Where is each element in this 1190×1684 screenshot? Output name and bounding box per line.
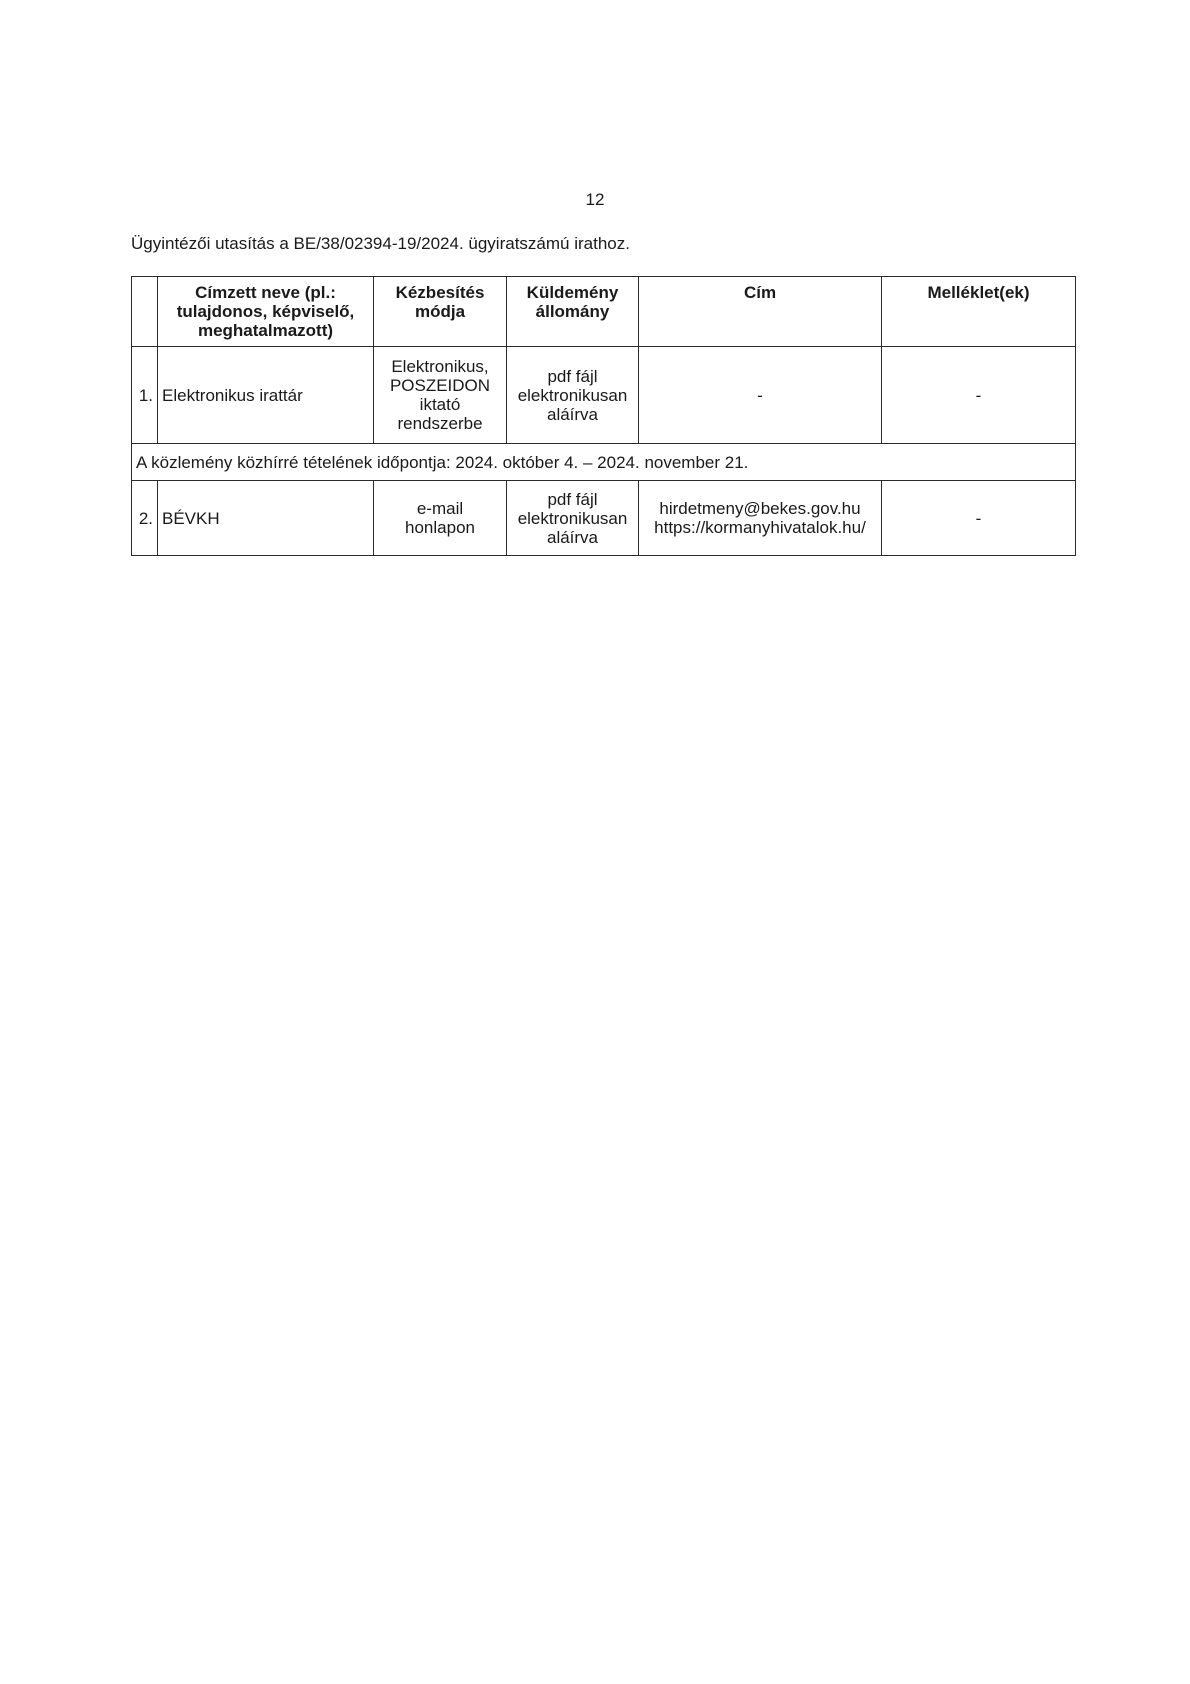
table-row	[132, 347, 1076, 444]
address	[639, 481, 882, 556]
delivery-line: honlapon	[405, 518, 475, 537]
email-address: hirdetmeny@bekes.gov.hu	[659, 499, 861, 518]
delivery-line: Elektronikus,	[391, 357, 489, 376]
attachment: -	[882, 347, 1076, 444]
delivery-line: rendszerbe	[397, 414, 483, 433]
shipment-type	[507, 347, 639, 444]
row-number: 1.	[132, 347, 158, 444]
delivery-line: iktató	[419, 395, 461, 414]
shipment-line: pdf fájl	[547, 489, 598, 509]
shipment-line: pdf fájl	[547, 366, 598, 386]
recipient-name: Elektronikus irattár	[158, 347, 374, 444]
row-number: 2.	[132, 481, 158, 556]
column-header-attachment: Melléklet(ek)	[882, 277, 1076, 347]
delivery-line: POSZEIDON	[389, 376, 491, 395]
shipment-line: aláírva	[546, 527, 599, 547]
column-header-number	[132, 277, 158, 347]
shipment-line: aláírva	[546, 404, 599, 424]
publication-period-notice: A közlemény közhírré tételének időpontja: 2024. október 4. – 2024. november 21.	[132, 444, 1076, 481]
column-header-recipient: Címzett neve (pl.: tulajdonos, képviselő, meghatalmazott)	[158, 277, 374, 347]
attachment: -	[882, 481, 1076, 556]
address: -	[639, 347, 882, 444]
delivery-method	[374, 347, 507, 444]
recipient-name: BÉVKH	[158, 481, 374, 556]
shipment-line: elektronikusan	[517, 385, 628, 405]
column-header-shipment: Küldemény állomány	[507, 277, 639, 347]
delivery-method	[374, 481, 507, 556]
notice-row	[132, 444, 1076, 481]
page-number: 12	[585, 190, 605, 209]
shipment-line: elektronikusan	[517, 508, 628, 528]
recipients-table	[131, 276, 1076, 556]
table-header-row	[132, 277, 1076, 347]
instruction-line: Ügyintézői utasítás a BE/38/02394-19/2024. ügyiratszámú irathoz.	[131, 234, 630, 253]
shipment-type	[507, 481, 639, 556]
column-header-delivery: Kézbesítés módja	[374, 277, 507, 347]
website-url: https://kormanyhivatalok.hu/	[654, 518, 866, 537]
delivery-line: e-mail	[416, 499, 464, 518]
column-header-address: Cím	[639, 277, 882, 347]
table-row	[132, 481, 1076, 556]
